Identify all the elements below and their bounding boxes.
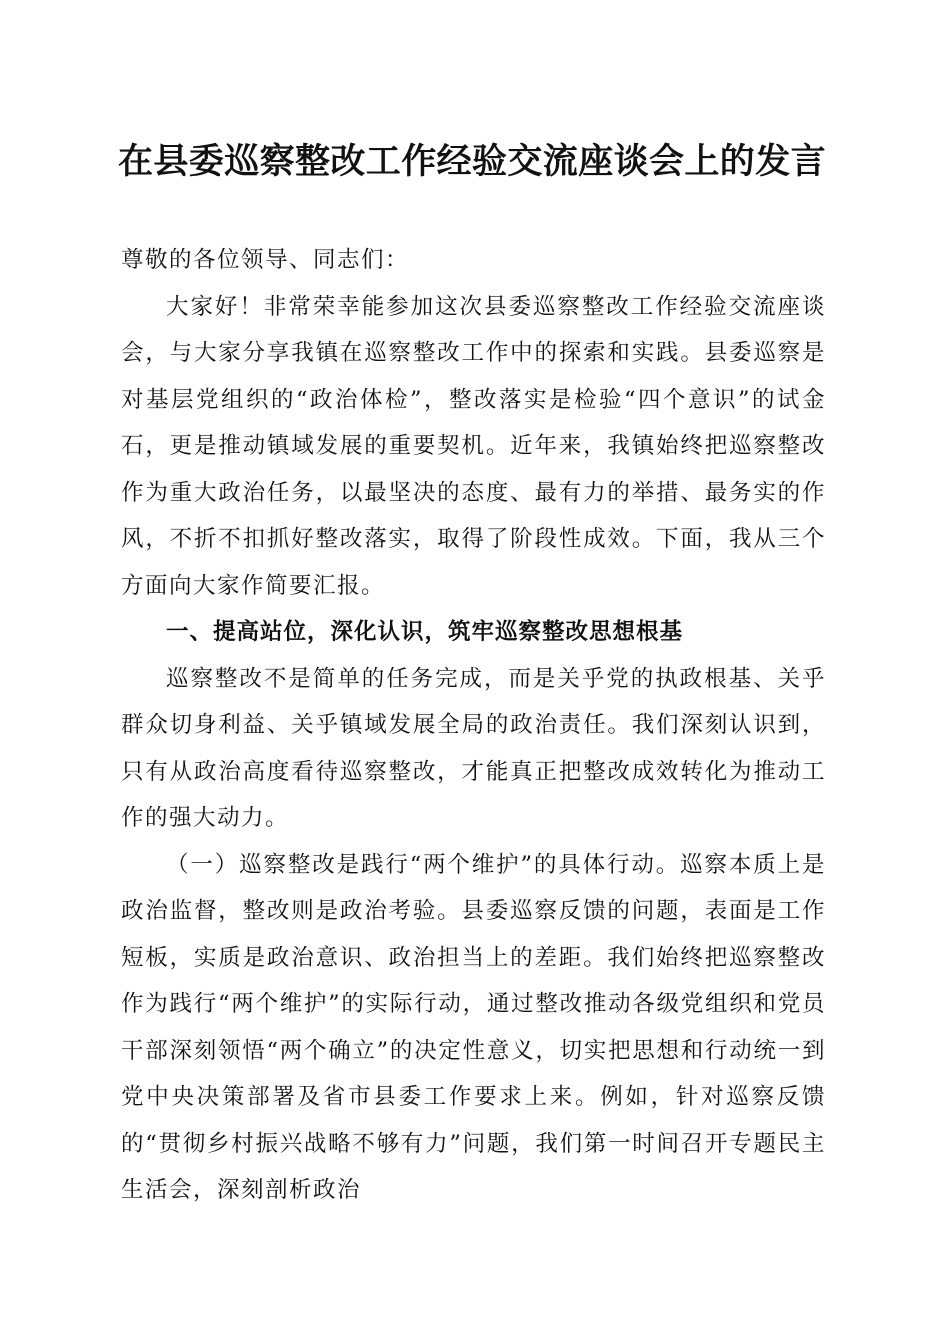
subsection-text: 巡察本质上是政治监督，整改则是政治考验。县委巡察反馈的问题，表面是工作短板，实质是政治意识、政治担当上的差距。我们始终把巡察整改作为践行“两个维护”的实际行动，通过整改推动各级党组织和党员干部深刻领悟“两个确立”的决定性意义，切实把思想和行动统一到党中央决策部署及省市县委工作要求上来。例如，针对巡察反馈的“贯彻乡村振兴战略不够有力”问题，我们第一时间召开专题民主生活会，深刻剖析政治 [121,851,826,1203]
subsection-paragraph [121,842,826,1214]
salutation: 尊敬的各位领导、同志们： [121,247,410,273]
section-paragraph: 巡察整改不是简单的任务完成，而是关乎党的执政根基、关乎群众切身利益、关乎镇域发展全局的政治责任。我们深刻认识到，只有从政治高度看待巡察整改，才能真正把整改成效转化为推动工作的强大动力。 [121,665,826,831]
section-heading: 一、提高站位，深化认识，筑牢巡察整改思想根基 [166,619,684,645]
document-body [121,237,826,1214]
subsection-lead: （一）巡察整改是践行“两个维护”的具体行动。 [166,851,681,878]
intro-paragraph: 大家好！非常荣幸能参加这次县委巡察整改工作经验交流座谈会，与大家分享我镇在巡察整改工作中的探索和实践。县委巡察是对基层党组织的“政治体检”，整改落实是检验“四个意识”的试金石，更是推动镇域发展的重要契机。近年来，我镇始终把巡察整改作为重大政治任务，以最坚决的态度、最有力的举措、最务实的作风，不折不扣抓好整改落实，取得了阶段性成效。下面，我从三个方面向大家作简要汇报。 [121,293,826,599]
document-title: 在县委巡察整改工作经验交流座谈会上的发言 [118,141,827,182]
